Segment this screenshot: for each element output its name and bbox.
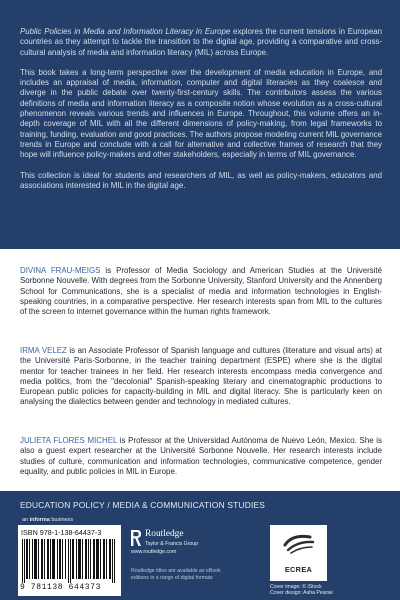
cover-credits — [270, 584, 333, 597]
ecrea-label: ECREA — [284, 565, 313, 574]
informa-business-line — [22, 517, 73, 523]
barcode-block — [18, 525, 121, 596]
informa-suffix: business — [49, 517, 74, 523]
publisher-website: www.routledge.com — [131, 549, 177, 555]
isbn-text: ISBN 978-1-138-64437-3 — [21, 528, 102, 537]
cover-design-credit: Cover design: Asha Pearse — [270, 590, 333, 597]
author-bio-text: is an Associate Professor of Spanish language and cultures (literature and visual arts) at the Université Paris-Sorbonne, in the teacher training department (ESPE) where she is the digital mentor for teacher trainees in her field. Her research interests encompass media convergence and media politics, from the "decolonial" Spanish-speaking literary and cinematographic productions to European public policies for capacity-building in MIL and digital literacy. She is particularly keen on analysing the dialectics between gender and technology in mediated cultures. — [20, 346, 382, 407]
blurb-p1-text: explores the current tensions in European countries as they attempt to tackle the transition to the digital age, providing a comparative and cross-cultural analysis of media and information literacy (MIL) across Europe. — [20, 27, 382, 57]
author-bio-text: is Professor of Media Sociology and American Studies at the Université Sorbonne Nouvelle. With degrees from the Sorbonne University, Stanford University and the Annenberg School for Communications, she is a specialist of media and information technologies in English-speaking countries, in a comparative perspective. Her research interests span from MIL to the cultures of the screen to internet governance within the human rights framework. — [20, 266, 382, 317]
routledge-logo-icon — [130, 529, 142, 547]
blurb-paragraph-1 — [20, 27, 382, 58]
barcode-icon — [22, 539, 117, 583]
author-bio-3 — [20, 436, 382, 477]
author-name: JULIETA FLORES MICHEL — [20, 436, 118, 445]
publisher-name: Routledge — [145, 529, 184, 539]
blurb-paragraph-3: This collection is ideal for students and researchers of MIL, as well as policy-makers, educators and associations interested in MIL in the digital age. — [20, 170, 382, 190]
informa-prefix: an — [22, 517, 30, 523]
ebook-note: Routledge titles are available as eBook editions in a range of digital formats — [131, 568, 221, 581]
publisher-group: Taylor & Francis Group — [145, 541, 199, 547]
author-bio-1 — [20, 266, 382, 317]
author-name: DIVINA FRAU-MEIGS — [20, 266, 101, 275]
cover-blurb — [20, 27, 382, 201]
ecrea-logo-block — [270, 525, 327, 581]
cover-image-credit: Cover image: © iStock — [270, 584, 322, 590]
author-bio-2 — [20, 346, 382, 408]
author-name: IRMA VELEZ — [20, 346, 67, 355]
informa-brand: informa — [29, 517, 50, 523]
author-bio-text: is Professor at the Universidad Autónoma de Nuevo León, Mexico. She is also a guest expert researcher at the Université Sorbonne Nouvelle. Her research interests include studies of culture, communication and information technologies, communicative competence, gender equality, and public policies in MIL in Europe. — [20, 436, 382, 476]
ecrea-logo-icon — [280, 531, 317, 555]
subject-category: EDUCATION POLICY / MEDIA & COMMUNICATION STUDIES — [20, 500, 266, 510]
book-title-italic: Public Policies in Media and Information Literacy in Europe — [20, 27, 231, 36]
barcode-digits: 9 781138 644373 — [20, 583, 102, 592]
blurb-paragraph-2: This book takes a long-term perspective over the development of media education in Europe, and includes an appraisal of media, information, computer and digital literacies as they coalesce and diverge in the public debate over twenty-first-century skills. The contributors assess the various definitions of media and information literacy as a composite notion whose evolution as a cross-cultural phenomenon reveals various trends and influences in Europe. Throughout, this volume offers an in-depth coverage of MIL with all the different dimensions of policy-making, from legal frameworks to training, funding, evaluation and good practices. The authors propose modeling current MIL governance trends in Europe and conclude with a call for alternative and collective frames of research that they hope will influence policy-makers and other stakeholders, especially in terms of MIL governance. — [20, 67, 382, 160]
